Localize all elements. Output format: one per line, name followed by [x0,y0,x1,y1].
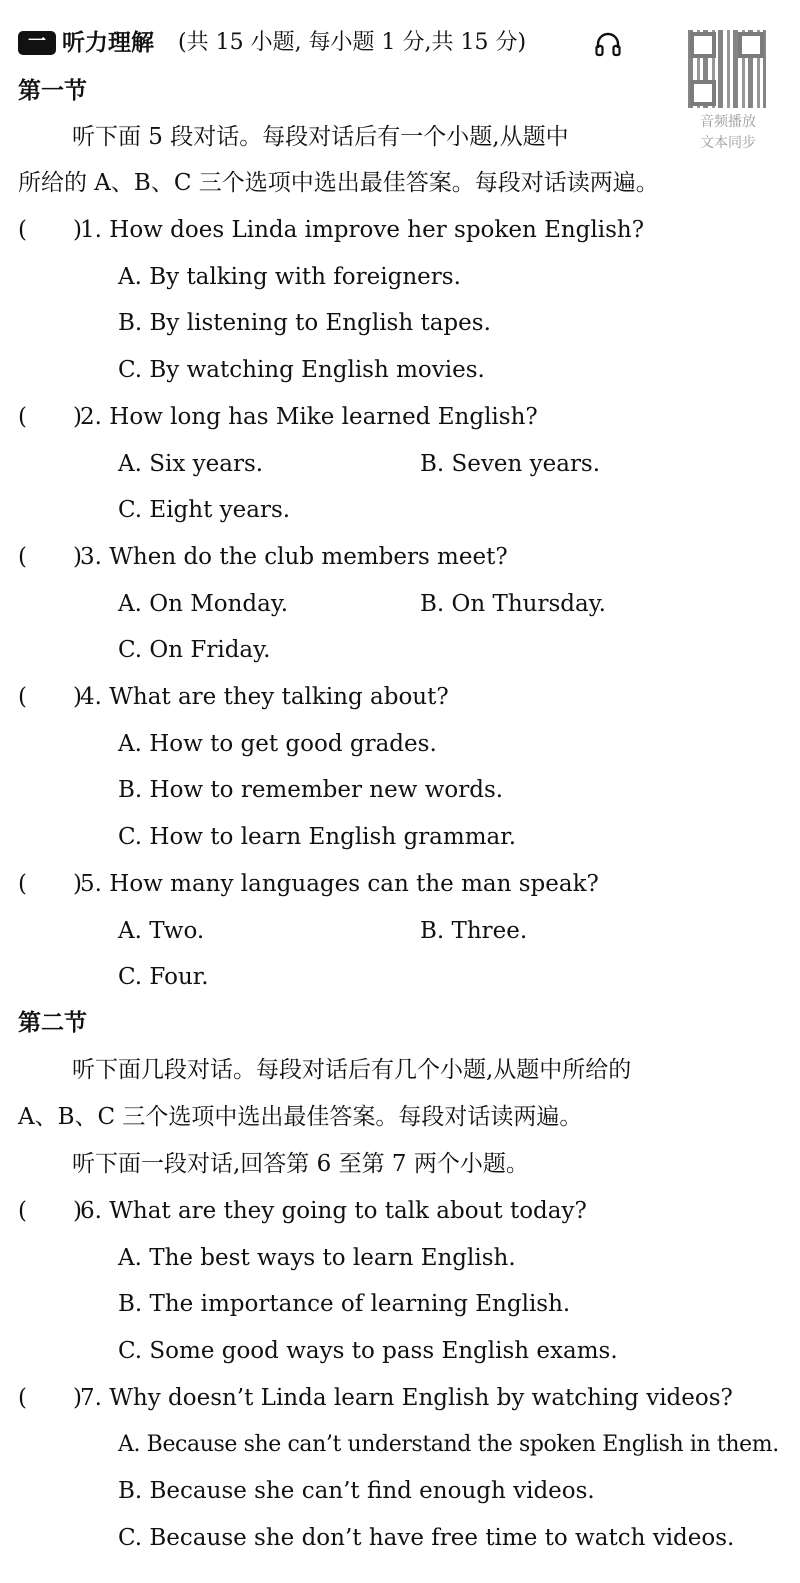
option-c[interactable]: C. On Friday. [118,637,271,663]
option-c[interactable]: C. Four. [118,964,209,990]
section-1-heading: 第一节 [18,78,87,104]
option-c[interactable]: C. By watching English movies. [118,357,485,383]
answer-blank[interactable]: ( ) [18,404,82,430]
option-c[interactable]: C. Because she don’t have free time to watch videos. [118,1525,735,1551]
part-title: 听力理解 [62,30,154,56]
question-3 [0,534,800,580]
answer-blank[interactable]: ( ) [18,684,82,710]
option-a[interactable]: A. Two. [118,918,205,944]
question-4 [0,674,800,720]
question-text: 3. When do the club members meet? [80,544,508,570]
option-a[interactable]: A. Six years. [118,451,264,477]
option-b[interactable]: B. How to remember new words. [118,777,504,803]
question-6 [0,1188,800,1234]
answer-blank[interactable]: ( ) [18,544,82,570]
question-text: 5. How many languages can the man speak? [80,871,599,897]
answer-blank[interactable]: ( ) [18,1198,82,1224]
part-header [0,20,800,66]
qr-caption-line1: 音频播放 [700,114,756,130]
question-text: 6. What are they going to talk about today? [80,1198,587,1224]
qr-caption-line2: 文本同步 [700,135,756,151]
answer-blank[interactable]: ( ) [18,1385,82,1411]
question-text: 1. How does Linda improve her spoken English? [80,217,645,243]
option-a[interactable]: A. How to get good grades. [118,731,437,757]
section-2-sub-instruction: 听下面一段对话,回答第 6 至第 7 两个小题。 [72,1151,529,1177]
option-c[interactable]: C. Some good ways to pass English exams. [118,1338,618,1364]
section-2-heading: 第二节 [18,1010,87,1036]
option-c[interactable]: C. Eight years. [118,497,291,523]
section-2-instruction-line1: 听下面几段对话。每段对话后有几个小题,从题中所给的 [72,1057,632,1083]
question-text: 4. What are they talking about? [80,684,449,710]
option-a[interactable]: A. The best ways to learn English. [118,1245,516,1271]
section-2-instruction-line2: A、B、C 三个选项中选出最佳答案。每段对话读两遍。 [18,1104,583,1130]
question-2 [0,394,800,440]
question-text: 7. Why doesn’t Linda learn English by watching videos? [80,1385,733,1411]
section-1-instruction-line2: 所给的 A、B、C 三个选项中选出最佳答案。每段对话读两遍。 [18,170,659,196]
option-b[interactable]: B. Seven years. [420,451,601,477]
question-1 [0,207,800,253]
part-scoring: (共 15 小题, 每小题 1 分,共 15 分) [178,30,527,55]
option-c[interactable]: C. How to learn English grammar. [118,824,517,850]
answer-blank[interactable]: ( ) [18,217,82,243]
option-a[interactable]: A. By talking with foreigners. [118,264,461,290]
option-a[interactable]: A. On Monday. [118,591,289,617]
question-text: 2. How long has Mike learned English? [80,404,538,430]
answer-blank[interactable]: ( ) [18,871,82,897]
option-b[interactable]: B. Three. [420,918,528,944]
option-a[interactable]: A. Because she can’t understand the spoken English in them. [118,1432,779,1457]
option-b[interactable]: B. By listening to English tapes. [118,310,491,336]
part-number-badge [18,31,56,55]
headphone-icon[interactable] [594,30,622,58]
option-b[interactable]: B. On Thursday. [420,591,606,617]
part-number: 一 [28,31,46,52]
option-b[interactable]: B. Because she can’t find enough videos. [118,1478,595,1504]
qr-code-icon[interactable] [688,30,766,108]
question-5 [0,861,800,907]
section-1-instruction-line1: 听下面 5 段对话。每段对话后有一个小题,从题中 [72,124,569,150]
question-7 [0,1375,800,1421]
option-b[interactable]: B. The importance of learning English. [118,1291,571,1317]
